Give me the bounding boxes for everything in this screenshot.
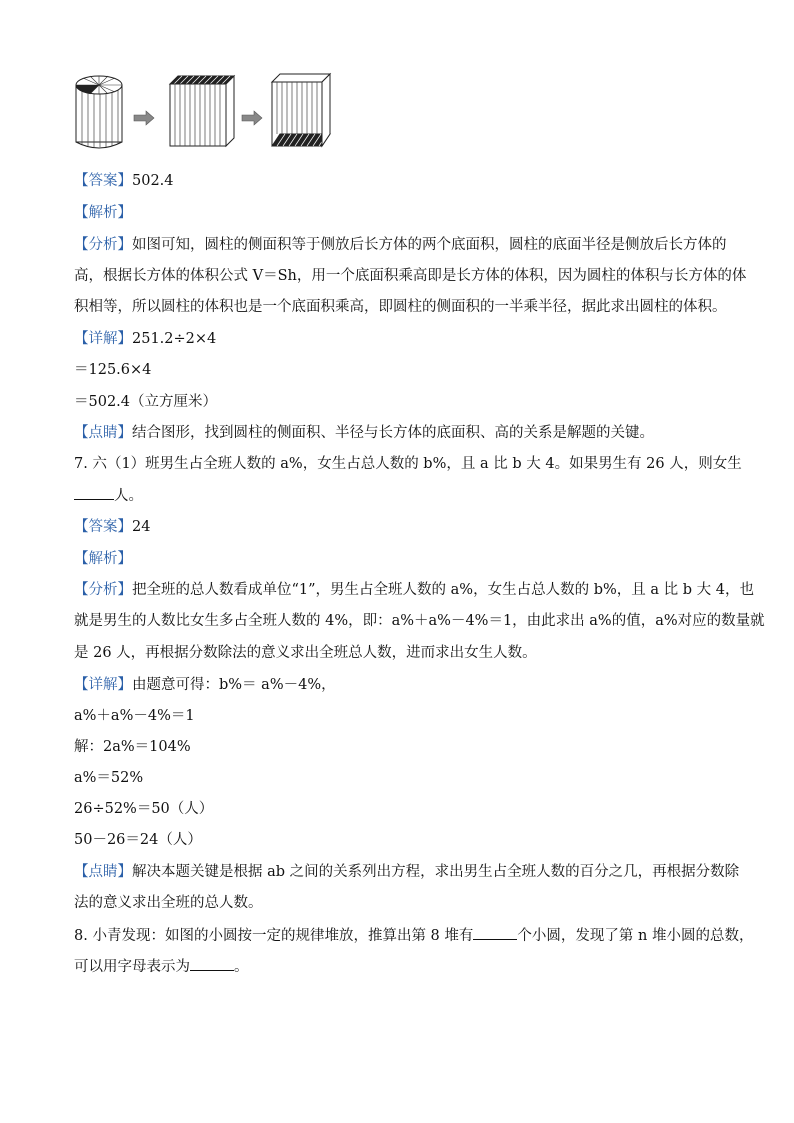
dianjing-text: 结合图形，找到圆柱的侧面积、半径与长方体的底面积、高的关系是解题的关键。 — [132, 425, 654, 441]
fenxi-text: 如图可知，圆柱的侧面积等于侧放后长方体的两个底面积，圆柱的底面半径是侧放后长方体的 — [132, 237, 727, 253]
fenxi-tag: 【分析】 — [74, 237, 132, 253]
q7-answer-line — [74, 517, 150, 537]
answer-tag: 【答案】 — [74, 519, 132, 535]
cylinder-icon — [76, 76, 122, 148]
q6-detail-line-3: ＝502.4（立方厘米） — [74, 394, 218, 410]
detail-tag: 【详解】 — [74, 331, 132, 347]
q7-fenxi-line-1 — [74, 580, 754, 600]
q7-detail-line-4: a%＝52% — [74, 770, 144, 786]
q6-dianjing-line — [74, 423, 654, 443]
q6-fenxi-line-3: 积相等，所以圆柱的体积也是一个底面积乘高，即圆柱的侧面积的一半乘半径，据此求出圆柱的体积。 — [74, 299, 727, 315]
q7-fenxi-line-3: 是 26 人，再根据分数除法的意义求出全班总人数，进而求出女生人数。 — [74, 645, 537, 661]
q8-stem-part-d: 。 — [234, 959, 249, 975]
q8-stem-part-c: 可以用字母表示为 — [74, 959, 190, 975]
analysis-tag: 【解析】 — [74, 551, 132, 567]
q6-detail-line-2: ＝125.6×4 — [74, 362, 152, 378]
analysis-tag: 【解析】 — [74, 205, 132, 221]
fenxi-text: 把全班的总人数看成单位“1”，男生占全班人数的 a%，女生占总人数的 b%，且 a 比 b 大 4，也 — [132, 582, 754, 598]
q8-blank-1[interactable] — [473, 925, 517, 940]
detail-tag: 【详解】 — [74, 677, 132, 693]
q8-stem-line-1 — [74, 925, 753, 946]
q7-stem-suffix: 人。 — [114, 488, 143, 504]
figure-svg — [74, 72, 334, 152]
cylinder-to-cuboid-figure — [74, 72, 334, 152]
q8-stem-part-a: 8. 小青发现：如图的小圆按一定的规律堆放，推算出第 8 堆有 — [74, 928, 474, 944]
cuboid-sideways-icon — [272, 74, 330, 146]
q6-detail-line-1 — [74, 329, 216, 349]
q7-answer-blank[interactable] — [74, 485, 114, 500]
cuboid-icon — [170, 76, 234, 146]
q7-analysis-heading — [74, 549, 132, 569]
q7-detail-line-2: a%＋a%－4%＝1 — [74, 708, 195, 724]
q7-detail-line-5: 26÷52%＝50（人） — [74, 801, 214, 817]
dianjing-text: 解决本题关键是根据 ab 之间的关系列出方程，求出男生占全班人数的百分之几，再根据分数除 — [132, 864, 740, 880]
q7-dianjing-line-1 — [74, 862, 739, 882]
fenxi-tag: 【分析】 — [74, 582, 132, 598]
q8-stem-line-2 — [74, 956, 249, 977]
q6-fenxi-line-1 — [74, 235, 727, 255]
q8-stem-part-b: 个小圆，发现了第 n 堆小圆的总数， — [517, 928, 754, 944]
q6-answer-line — [74, 171, 174, 191]
q8-blank-2[interactable] — [190, 956, 234, 971]
answer-value: 24 — [132, 519, 151, 535]
q7-dianjing-line-2: 法的意义求出全班的总人数。 — [74, 895, 263, 911]
dianjing-tag: 【点睛】 — [74, 864, 132, 880]
answer-tag: 【答案】 — [74, 173, 132, 189]
q7-fenxi-line-2: 就是男生的人数比女生多占全班人数的 4%，即：a%＋a%－4%＝1，由此求出 a%的值，a%对应的数量就 — [74, 613, 765, 629]
q7-detail-line-1 — [74, 675, 336, 695]
answer-value: 502.4 — [132, 173, 174, 189]
q7-detail-line-3: 解：2a%＝104% — [74, 739, 191, 755]
q6-fenxi-line-2: 高，根据长方体的体积公式 V＝Sh，用一个底面积乘高即是长方体的体积，因为圆柱的体积与长方体的体 — [74, 268, 747, 284]
q6-analysis-heading — [74, 203, 132, 223]
dianjing-tag: 【点睛】 — [74, 425, 132, 441]
q7-stem-line-1: 7. 六（1）班男生占全班人数的 a%，女生占总人数的 b%，且 a 比 b 大 4。如果男生有 26 人，则女生 — [74, 456, 742, 472]
q7-stem-line-2 — [74, 485, 143, 506]
arrow-icon — [134, 111, 154, 125]
detail-text: 由题意可得：b%＝ a%－4%， — [132, 677, 336, 693]
arrow-icon — [242, 111, 262, 125]
q7-detail-line-6: 50－26＝24（人） — [74, 832, 202, 848]
detail-text: 251.2÷2×4 — [132, 331, 217, 347]
